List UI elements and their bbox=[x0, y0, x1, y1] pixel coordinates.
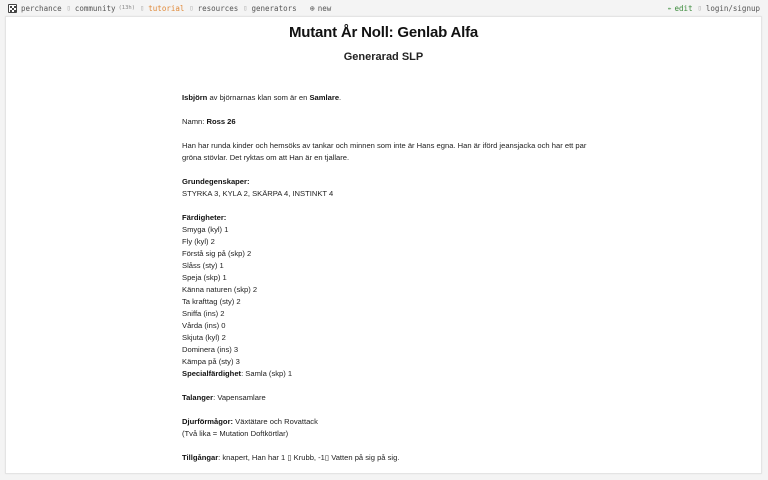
role: Samlare bbox=[309, 93, 340, 102]
pencil-icon: ✏ bbox=[667, 4, 672, 12]
talents-value: : Vapensamlare bbox=[213, 393, 266, 402]
perchance-label: perchance bbox=[21, 3, 62, 13]
generators-link[interactable] bbox=[251, 4, 296, 13]
community-link[interactable] bbox=[75, 4, 135, 13]
tutorial-label: tutorial bbox=[148, 3, 185, 13]
page-title: Mutant År Noll: Genlab Alfa bbox=[288, 24, 479, 41]
intro-line bbox=[182, 92, 602, 104]
globe-icon: ⊕ bbox=[309, 3, 315, 13]
special-skill-label: Specialfärdighet bbox=[182, 369, 242, 378]
skill-item: Skjuta (kyl) 2 bbox=[182, 333, 226, 342]
skill-item: Ta krafttag (sty) 2 bbox=[182, 297, 241, 306]
resources-link[interactable] bbox=[198, 4, 239, 13]
intro-text: av björnarnas klan som är en bbox=[207, 93, 310, 102]
separator-icon: ▯ bbox=[189, 4, 194, 12]
assets-label: Tillgångar bbox=[182, 453, 219, 462]
skills-label: Färdigheter: bbox=[182, 213, 227, 222]
animal-powers-note: (Två lika = Mutation Doftkörtlar) bbox=[182, 429, 289, 438]
separator-icon: ▯ bbox=[697, 4, 702, 12]
resources-label: resources bbox=[197, 3, 239, 13]
edit-link[interactable] bbox=[668, 4, 693, 13]
animal-powers-label: Djurförmågor: bbox=[182, 417, 234, 426]
topbar-right bbox=[668, 4, 768, 13]
top-navigation-bar bbox=[0, 0, 768, 16]
skills-section bbox=[182, 212, 602, 380]
separator-icon: ▯ bbox=[243, 4, 248, 12]
generators-label: generators bbox=[251, 3, 297, 13]
generator-output-frame bbox=[5, 16, 762, 474]
skill-item: Känna naturen (skp) 2 bbox=[182, 285, 258, 294]
dice-icon bbox=[8, 4, 17, 13]
separator-icon: ▯ bbox=[66, 4, 71, 12]
animal-powers-line bbox=[182, 416, 602, 428]
tutorial-link[interactable] bbox=[148, 4, 184, 13]
perchance-home-link[interactable] bbox=[8, 4, 62, 13]
login-signup-link[interactable] bbox=[706, 4, 760, 13]
skill-item: Fly (kyl) 2 bbox=[182, 237, 215, 246]
skill-item: Smyga (kyl) 1 bbox=[182, 225, 229, 234]
login-signup-label: login/signup bbox=[705, 3, 760, 13]
assets-line bbox=[182, 452, 602, 464]
name-line bbox=[182, 116, 602, 128]
skill-item: Speja (skp) 1 bbox=[182, 273, 227, 282]
attributes-label: Grundegenskaper: bbox=[182, 177, 250, 186]
special-skill bbox=[182, 368, 602, 380]
skill-item: Slåss (sty) 1 bbox=[182, 261, 224, 270]
special-skill-value: : Samla (skp) 1 bbox=[241, 369, 293, 378]
community-label: community bbox=[74, 3, 116, 13]
assets-value: : knapert, Han har 1 ▯ Krubb, -1▯ Vatten på sig på sig. bbox=[218, 453, 400, 462]
skill-item: Sniffa (ins) 2 bbox=[182, 309, 225, 318]
skill-item: Dominera (ins) 3 bbox=[182, 345, 239, 354]
skill-item: Vårda (ins) 0 bbox=[182, 321, 226, 330]
skill-item: Förstå sig på (skp) 2 bbox=[182, 249, 252, 258]
skill-item: Kämpa på (sty) 3 bbox=[182, 357, 240, 366]
talents-line bbox=[182, 392, 602, 404]
attributes-value: STYRKA 3, KYLA 2, SKÄRPA 4, INSTINKT 4 bbox=[182, 189, 334, 198]
attributes-section bbox=[182, 176, 602, 200]
community-badge: (13h) bbox=[118, 5, 136, 11]
description: Han har runda kinder och hemsöks av tankar och minnen som inte är Hans egna. Han är iförd jeansjacka och har ett par gröna stövlar. Det ryktas om att Han är en tjallare. bbox=[182, 141, 587, 162]
new-generator-link[interactable] bbox=[310, 4, 331, 13]
separator-icon: ▯ bbox=[140, 4, 145, 12]
topbar-left bbox=[0, 4, 331, 13]
name-label: Namn: bbox=[182, 117, 207, 126]
new-label: new bbox=[317, 3, 332, 13]
species: Isbjörn bbox=[182, 93, 208, 102]
animal-powers-value: Växtätare och Rovattack bbox=[233, 417, 318, 426]
page-subtitle: Generarad SLP bbox=[343, 51, 424, 63]
generated-character bbox=[182, 92, 602, 476]
animal-powers-section bbox=[182, 416, 602, 440]
edit-label: edit bbox=[674, 3, 693, 13]
intro-end: . bbox=[339, 93, 342, 102]
name-value: Ross 26 bbox=[206, 117, 236, 126]
talents-label: Talanger bbox=[182, 393, 214, 402]
